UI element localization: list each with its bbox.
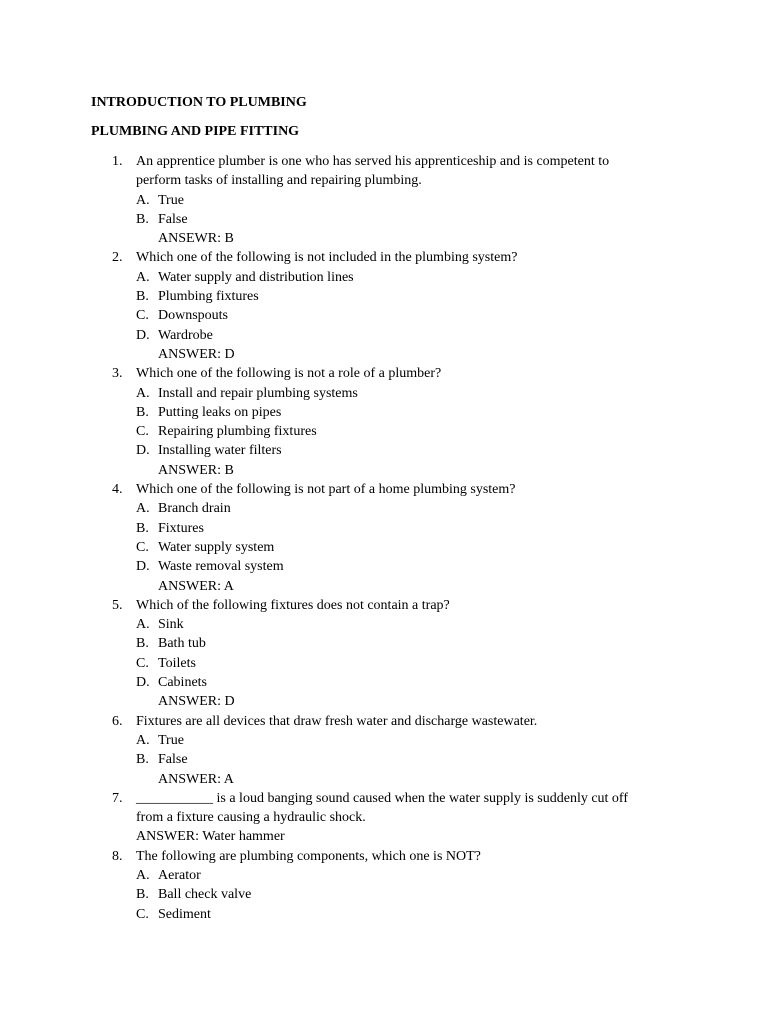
answer-option — [0, 287, 768, 306]
option-text: Plumbing fixtures — [158, 289, 259, 305]
answer-key: ANSWER: B — [158, 462, 234, 478]
option-letter: B. — [136, 636, 149, 652]
answer-option — [0, 422, 768, 441]
option-letter: A. — [136, 385, 150, 401]
question-item — [0, 480, 768, 596]
question-item — [0, 596, 768, 712]
question-line — [0, 364, 768, 383]
option-letter: D. — [136, 675, 150, 691]
answer-key-line — [0, 345, 768, 364]
answer-option — [0, 615, 768, 634]
option-letter: D. — [136, 559, 150, 575]
answer-key-line — [0, 461, 768, 480]
question-line — [0, 480, 768, 499]
question-line — [0, 171, 768, 190]
option-letter: B. — [136, 887, 149, 903]
option-text: Water supply system — [158, 539, 275, 555]
option-text: True — [158, 192, 184, 208]
option-text: Install and repair plumbing systems — [158, 385, 358, 401]
option-text: Waste removal system — [158, 559, 284, 575]
answer-option — [0, 885, 768, 904]
answer-key: ANSWER: A — [158, 578, 234, 594]
question-text: perform tasks of installing and repairing plumbing. — [136, 173, 422, 189]
answer-option — [0, 654, 768, 673]
question-line — [0, 808, 768, 827]
option-text: Aerator — [158, 867, 201, 883]
answer-option — [0, 634, 768, 653]
question-list — [0, 152, 768, 924]
option-text: Branch drain — [158, 501, 231, 517]
question-line — [0, 248, 768, 267]
answer-key-line — [0, 827, 768, 846]
question-number: 5. — [112, 597, 123, 613]
option-text: False — [158, 752, 188, 768]
option-text: Bath tub — [158, 636, 206, 652]
question-line — [0, 847, 768, 866]
answer-option — [0, 905, 768, 924]
option-letter: C. — [136, 539, 149, 555]
option-letter: C. — [136, 906, 149, 922]
option-letter: C. — [136, 424, 149, 440]
question-number: 7. — [112, 790, 123, 806]
option-text: Downspouts — [158, 308, 229, 324]
answer-key: ANSEWR: B — [158, 231, 234, 247]
answer-option — [0, 557, 768, 576]
answer-key: ANSWER: Water hammer — [136, 829, 285, 845]
question-text: Which one of the following is not included in the plumbing system? — [136, 250, 518, 266]
answer-key-line — [0, 692, 768, 711]
question-text: Which one of the following is not part of a home plumbing system? — [136, 482, 516, 498]
answer-option — [0, 326, 768, 345]
answer-option — [0, 750, 768, 769]
option-text: Ball check valve — [158, 887, 252, 903]
option-letter: A. — [136, 732, 150, 748]
answer-option — [0, 191, 768, 210]
question-line — [0, 152, 768, 171]
option-text: Sediment — [158, 906, 211, 922]
option-letter: B. — [136, 520, 149, 536]
option-text: Putting leaks on pipes — [158, 404, 282, 420]
option-letter: A. — [136, 269, 150, 285]
question-text: Which one of the following is not a role of a plumber? — [136, 366, 442, 382]
option-text: Fixtures — [158, 520, 204, 536]
question-item — [0, 789, 768, 847]
question-line — [0, 712, 768, 731]
option-letter: A. — [136, 501, 150, 517]
option-text: Water supply and distribution lines — [158, 269, 354, 285]
question-line — [0, 789, 768, 808]
option-letter: B. — [136, 211, 149, 227]
option-letter: B. — [136, 752, 149, 768]
answer-option — [0, 538, 768, 557]
question-number: 3. — [112, 366, 123, 382]
question-text: from a fixture causing a hydraulic shock. — [136, 810, 366, 826]
answer-option — [0, 731, 768, 750]
question-text: Fixtures are all devices that draw fresh water and discharge wastewater. — [136, 713, 538, 729]
option-text: Repairing plumbing fixtures — [158, 424, 317, 440]
question-text: The following are plumbing components, which one is NOT? — [136, 848, 481, 864]
answer-option — [0, 403, 768, 422]
option-letter: A. — [136, 192, 150, 208]
question-number: 2. — [112, 250, 123, 266]
answer-key: ANSWER: D — [158, 694, 235, 710]
question-item — [0, 152, 768, 248]
answer-option — [0, 499, 768, 518]
question-number: 6. — [112, 713, 123, 729]
option-letter: D. — [136, 443, 150, 459]
option-text: Sink — [158, 617, 184, 633]
answer-key-line — [0, 229, 768, 248]
answer-key: ANSWER: A — [158, 771, 234, 787]
answer-option — [0, 306, 768, 325]
answer-option — [0, 384, 768, 403]
option-letter: C. — [136, 655, 149, 671]
question-item — [0, 712, 768, 789]
answer-key-line — [0, 770, 768, 789]
question-number: 4. — [112, 482, 123, 498]
question-text: Which of the following fixtures does not contain a trap? — [136, 597, 450, 613]
option-letter: D. — [136, 327, 150, 343]
answer-option — [0, 866, 768, 885]
document-subtitle: PLUMBING AND PIPE FITTING — [91, 124, 300, 139]
option-text: Cabinets — [158, 675, 207, 691]
option-letter: C. — [136, 308, 149, 324]
answer-key-line — [0, 577, 768, 596]
question-item — [0, 248, 768, 364]
option-letter: A. — [136, 867, 150, 883]
question-number: 1. — [112, 154, 123, 169]
question-text: An apprentice plumber is one who has served his apprenticeship and is competent to — [136, 154, 610, 169]
question-line — [0, 596, 768, 615]
question-item — [0, 847, 768, 924]
option-text: True — [158, 732, 184, 748]
question-text: ___________ is a loud banging sound caused when the water supply is suddenly cut off — [136, 790, 629, 806]
answer-option — [0, 210, 768, 229]
option-letter: B. — [136, 289, 149, 305]
document-title: INTRODUCTION TO PLUMBING — [91, 95, 307, 110]
answer-option — [0, 441, 768, 460]
option-text: False — [158, 211, 188, 227]
question-number: 8. — [112, 848, 123, 864]
answer-option — [0, 268, 768, 287]
option-text: Wardrobe — [158, 327, 213, 343]
option-text: Installing water filters — [158, 443, 282, 459]
answer-option — [0, 673, 768, 692]
answer-option — [0, 519, 768, 538]
answer-key: ANSWER: D — [158, 346, 235, 362]
question-item — [0, 364, 768, 480]
option-text: Toilets — [158, 655, 196, 671]
option-letter: B. — [136, 404, 149, 420]
option-letter: A. — [136, 617, 150, 633]
